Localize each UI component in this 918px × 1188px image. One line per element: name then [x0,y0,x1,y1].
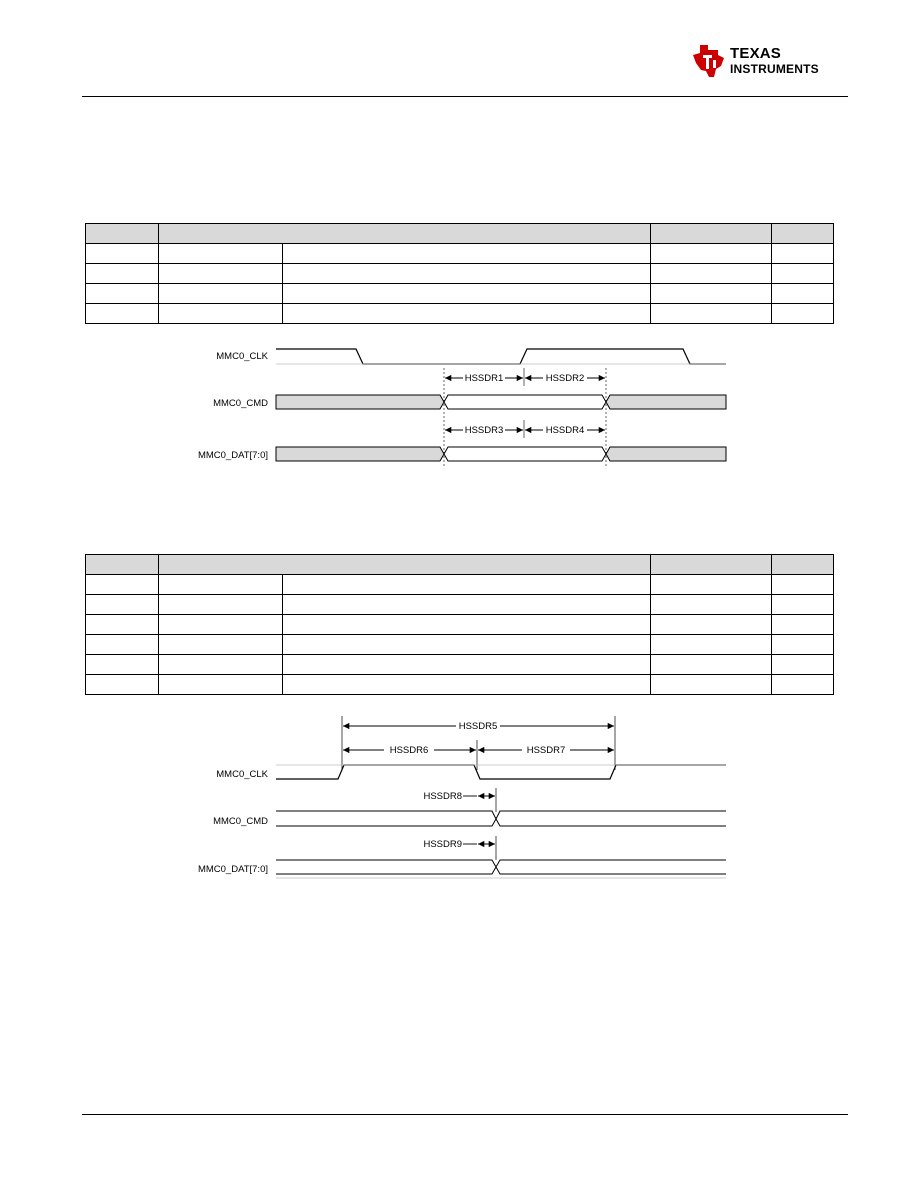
cmd-waveform [276,811,726,826]
timing-arrow-hssdr3 [445,425,523,436]
param-label-hssdr4: HSSDR4 [545,425,585,436]
dat-waveform [276,860,726,878]
table-row [86,655,834,675]
cmd-waveform [276,395,726,409]
table-row [86,575,834,595]
table-row [86,244,834,264]
dat-waveform [276,447,726,461]
signal-label-clk: MMC0_CLK [216,769,268,780]
footer-rule [82,1114,848,1115]
table-row [86,264,834,284]
signal-label-cmd: MMC0_CMD [213,816,268,827]
signal-label-dat: MMC0_DAT[7:0] [197,450,268,461]
timing-arrow-hssdr7 [478,745,614,756]
signal-label-dat: MMC0_DAT[7:0] [197,864,268,875]
table-header-row [86,555,834,575]
table-header-row [86,224,834,244]
timing-diagram-2 [180,712,740,887]
timing-arrow-hssdr5 [343,721,614,732]
signal-label-clk: MMC0_CLK [216,351,268,362]
param-label-hssdr7: HSSDR7 [526,745,566,756]
param-label-hssdr1: HSSDR1 [464,373,504,384]
brand-line1: TEXAS [730,45,782,62]
param-label-hssdr8: HSSDR8 [423,791,462,802]
clk-waveform [276,765,726,779]
timing-table-1 [85,223,834,324]
signal-label-cmd: MMC0_CMD [213,398,268,409]
timing-arrow-hssdr2 [525,373,605,384]
param-label-hssdr2: HSSDR2 [545,373,585,384]
timing-arrow-hssdr4 [525,425,605,436]
param-label-hssdr5: HSSDR5 [458,721,498,732]
timing-arrow-hssdr6 [343,745,476,756]
table-row [86,595,834,615]
header-rule [82,96,848,97]
param-label-hssdr3: HSSDR3 [464,425,504,436]
ti-logo-icon [690,42,728,80]
timing-diagram-1 [180,338,740,483]
param-label-hssdr6: HSSDR6 [389,745,429,756]
ti-logo [690,42,840,82]
clk-waveform [276,349,726,364]
param-label-hssdr9: HSSDR9 [423,839,462,850]
timing-arrow-hssdr9 [423,839,495,850]
brand-line2: INSTRUMENTS [730,62,819,76]
table-row [86,635,834,655]
timing-arrow-hssdr1 [445,373,523,384]
table-row [86,615,834,635]
table-row [86,284,834,304]
timing-table-2 [85,554,834,695]
table-row [86,675,834,695]
timing-arrow-hssdr8 [423,791,495,802]
table-row [86,304,834,324]
